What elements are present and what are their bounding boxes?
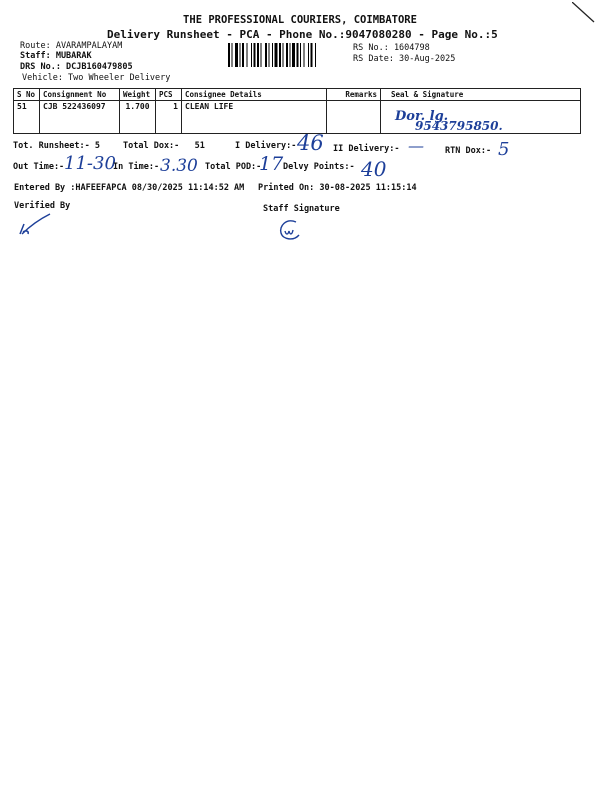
total-pod-value: 17	[259, 153, 284, 175]
route-label: Route: AVARAMPALAYAM	[20, 41, 123, 51]
cell-weight: 1.700	[120, 101, 156, 134]
col-header-weight: Weight	[120, 89, 156, 101]
in-time-label: In Time:-	[113, 162, 160, 172]
col-header-consignee: Consignee Details	[182, 89, 327, 101]
col-header-sno: S No	[14, 89, 40, 101]
staff-signature-label: Staff Signature	[263, 204, 340, 214]
table-row	[14, 101, 581, 134]
company-title: THE PROFESSIONAL COURIERS, COIMBATORE	[183, 14, 417, 26]
out-time-label: Out Time:-	[13, 162, 65, 172]
cell-sno: 51	[14, 101, 40, 134]
cell-pcs: 1	[156, 101, 182, 134]
total-dox: Total Dox:- 51	[123, 141, 205, 151]
verified-by-label: Verified By	[14, 201, 71, 211]
ii-delivery-label: II Delivery:-	[333, 144, 400, 154]
cell-consignee: CLEAN LIFE	[182, 101, 327, 134]
barcode-image	[228, 43, 348, 67]
rs-number: RS No.: 1604798	[353, 43, 430, 53]
delvy-points-label: Delvy Points:-	[283, 162, 355, 172]
delvy-points-value: 40	[361, 157, 387, 181]
cell-consignment: CJB 522436097	[40, 101, 120, 134]
vehicle-label: Vehicle: Two Wheeler Delivery	[22, 73, 171, 83]
i-delivery-label: I Delivery:-	[235, 141, 297, 151]
cell-remarks	[327, 101, 381, 134]
staff-label: Staff: MUBARAK	[20, 51, 92, 61]
cell-seal-signature	[381, 101, 581, 134]
rtn-dox-label: RTN Dox:-	[445, 146, 492, 156]
tot-runsheet: Tot. Runsheet:- 5	[13, 141, 100, 151]
entered-by: Entered By :HAFEEFAPCA 08/30/2025 11:14:52 AM	[14, 183, 245, 193]
col-header-pcs: PCS	[156, 89, 182, 101]
i-delivery-value: 46	[297, 131, 324, 155]
col-header-seal-signature: Seal & Signature	[381, 89, 581, 101]
rs-date: RS Date: 30-Aug-2025	[353, 54, 456, 64]
staff-signature-mark	[276, 216, 306, 244]
runsheet-table	[13, 88, 581, 134]
out-time-value: 11-30	[64, 153, 116, 174]
table-header-row	[14, 89, 581, 101]
col-header-remarks: Remarks	[327, 89, 381, 101]
rtn-dox-value: 5	[498, 139, 510, 160]
in-time-value: 3.30	[160, 156, 198, 176]
verifier-signature-mark	[14, 210, 54, 240]
handwritten-signature: Dor. lg.	[395, 109, 449, 124]
ii-delivery-value: —	[408, 136, 424, 155]
runsheet-subtitle: Delivery Runsheet - PCA - Phone No.:9047080280 - Page No.:5	[107, 28, 498, 41]
handwritten-phone: 9543795850.	[415, 119, 503, 133]
col-header-consignment: Consignment No	[40, 89, 120, 101]
printed-on: Printed On: 30-08-2025 11:15:14	[258, 183, 417, 193]
total-pod-label: Total POD:-	[205, 162, 262, 172]
drs-number: DRS No.: DCJB160479805	[20, 62, 133, 72]
